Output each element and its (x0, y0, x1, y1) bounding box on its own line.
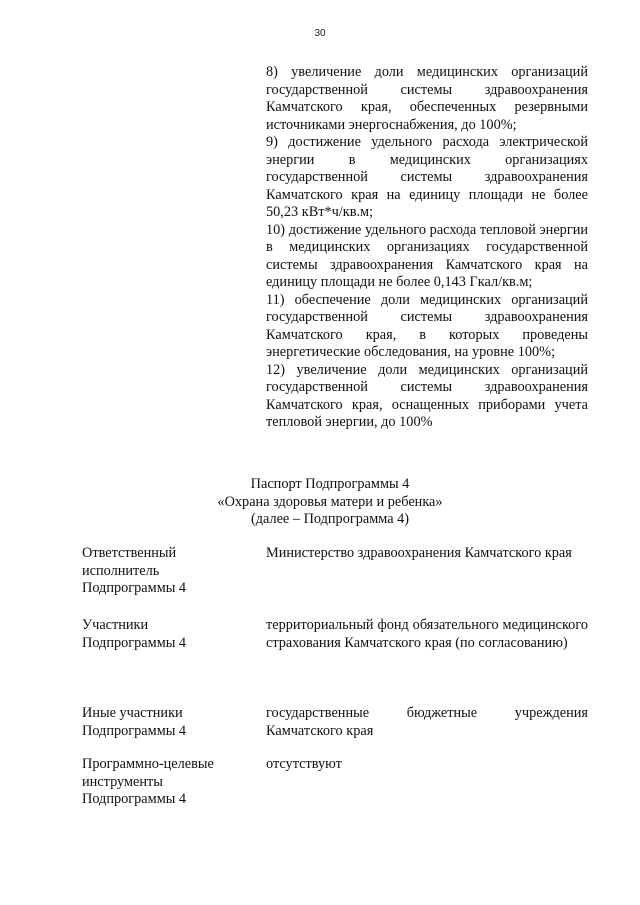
page-number: 30 (314, 28, 326, 39)
passport-heading (0, 476, 640, 529)
passport-title-line: Паспорт Подпрограммы 4 (250, 476, 410, 492)
row-value: отсутствуют (266, 756, 342, 772)
passport-subtitle-line: «Охрана здоровья матери и ребенка» (217, 493, 443, 510)
target-item-10: 10) достижение удельного расхода тепловой энергии в медицинских организациях государственной системы здравоохранения Камчатского края на единицу площади не более 0,143 Гкал/кв.м; (266, 221, 588, 290)
row-value: территориальный фонд обязательного медицинского страхования Камчатского края (по согласованию) (266, 617, 588, 651)
target-item-8: 8) увеличение доли медицинских организаций государственной системы здравоохранения Камчатского края, обеспеченных резервными источниками энергоснабжения, до 100%; (266, 64, 588, 133)
target-item-9: 9) достижение удельного расхода электрической энергии в медицинских организациях государственной системы здравоохранения Камчатского края на единицу площади не более 50,23 кВт*ч/кв.м; (266, 134, 588, 220)
row-label: Иные участники Подпрограммы 4 (82, 705, 187, 739)
row-label: Участники Подпрограммы 4 (82, 617, 187, 651)
row-value: государственные бюджетные учреждения Камчатского края (266, 705, 588, 739)
target-item-11: 11) обеспечение доли медицинских организаций государственной системы здравоохранения Камчатского края, в которых проведены энергетические обследования, на уровне 100%; (266, 291, 588, 360)
targets-list (266, 64, 588, 432)
row-label: Программно-целевые инструменты Подпрограммы 4 (82, 756, 214, 807)
row-label: Ответственный исполнитель Подпрограммы 4 (82, 545, 187, 596)
row-value: Министерство здравоохранения Камчатского края (266, 545, 572, 561)
target-item-12: 12) увеличение доли медицинских организаций государственной системы здравоохранения Камчатского края, оснащенных приборами учета тепловой энергии, до 100% (266, 361, 588, 430)
passport-note-line: (далее – Подпрограмма 4) (250, 511, 410, 527)
